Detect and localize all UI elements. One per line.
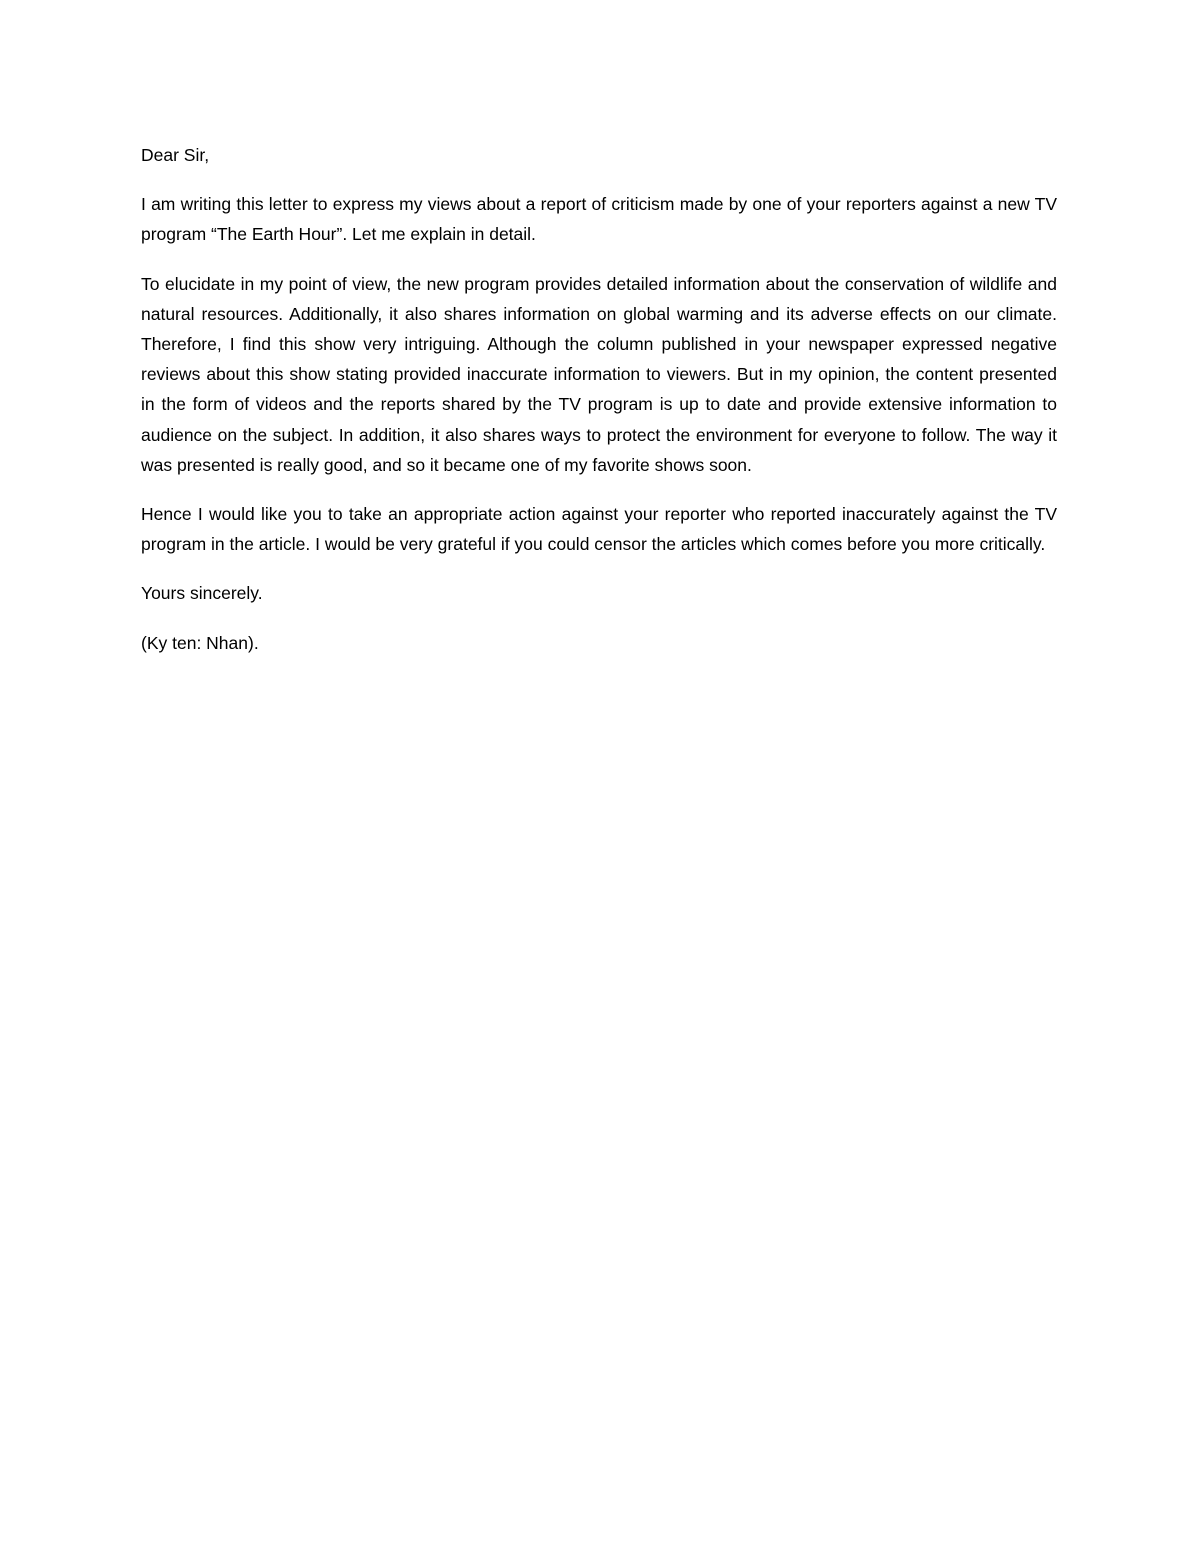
signature: (Ky ten: Nhan). <box>141 632 259 653</box>
paragraph-opinion: To elucidate in my point of view, the new program provides detailed information about the conservation of wildlife and natural resources. Additionally, it also shares information on global warming and its adverse effects on our climate. Therefore, I find this show very intriguing. Although the column published in your newspaper expressed negative reviews about this show stating provided inaccurate information to viewers. But in my opinion, the content presented in the form of videos and the reports shared by the TV program is up to date and provide extensive information to audience on the subject. In addition, it also shares ways to protect the environment for everyone to follow. The way it was presented is really good, and so it became one of my favorite shows soon. <box>141 273 1057 475</box>
paragraph-intro: I am writing this letter to express my views about a report of criticism made by one of your reporters against a new TV program “The Earth Hour”. Let me explain in detail. <box>141 194 1057 245</box>
letter-body <box>141 140 1057 658</box>
closing: Yours sincerely. <box>141 583 263 604</box>
salutation: Dear Sir, <box>141 145 210 165</box>
paragraph-request: Hence I would like you to take an appropriate action against your reporter who reported inaccurately against the TV program in the article. I would be very grateful if you could censor the articles which comes before you more critically. <box>141 504 1057 555</box>
